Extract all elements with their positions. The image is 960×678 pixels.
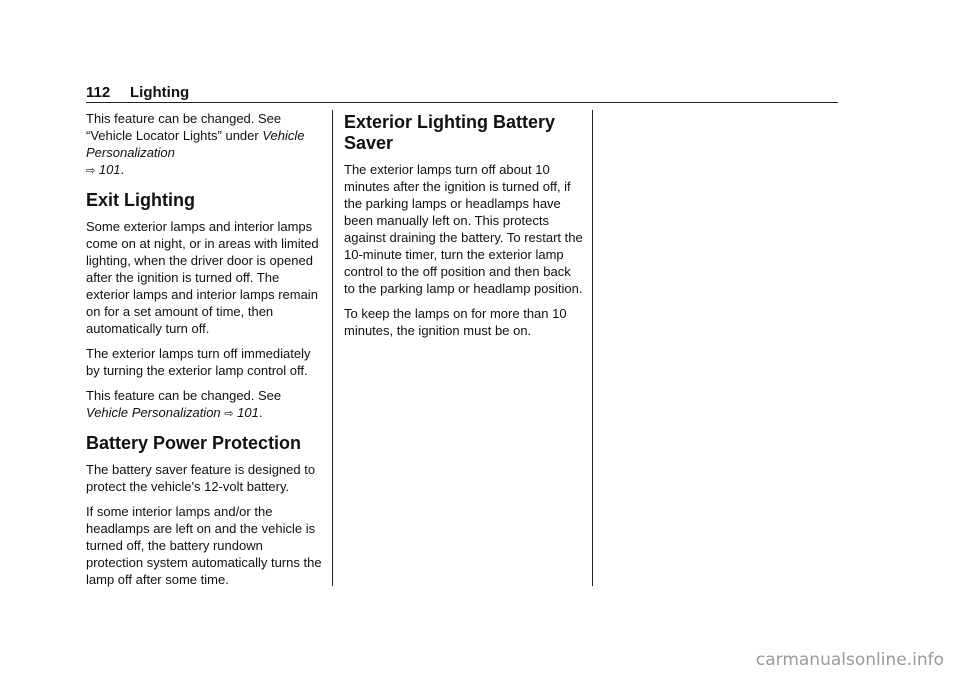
page-ref-arrow-icon: ⇨	[224, 408, 234, 420]
page-number: 112	[86, 84, 111, 101]
battery-saver-paragraph-2: To keep the lamps on for more than 10 minutes, the ignition must be on.	[344, 306, 567, 338]
watermark: carmanualsonline.info	[755, 650, 944, 670]
column-divider-left	[332, 110, 333, 586]
battery-saver-heading: Exterior Lighting Battery Saver	[344, 112, 556, 153]
middle-column	[344, 112, 584, 347]
intro-paragraph: This feature can be changed. See “Vehicle Locator Lights” under Vehicle Personalization ⇨ 101.	[86, 111, 305, 177]
cross-reference-link[interactable]: Vehicle Personalization	[86, 405, 221, 420]
page-ref-arrow-icon: ⇨	[86, 165, 96, 177]
section-title: Lighting	[130, 84, 190, 101]
page-reference[interactable]: 101	[98, 162, 121, 177]
battery-paragraph-1: The battery saver feature is designed to protect the vehicle's 12-volt battery.	[86, 462, 316, 494]
page-reference[interactable]: 101	[237, 405, 259, 420]
battery-power-protection-heading: Battery Power Protection	[86, 433, 302, 453]
battery-saver-paragraph-1: The exterior lamps turn off about 10 minutes after the ignition is turned off, if the parking lamps or headlamps have been manually left on. This protects against draining the battery. To restart the 10-minute timer, turn the exterior lamp control to the off position and then back to the parking lamp or headlamp position.	[344, 162, 583, 296]
page-header	[86, 84, 838, 103]
left-column	[86, 110, 322, 596]
exit-lighting-paragraph-3: This feature can be changed. See Vehicle Personalization ⇨ 101.	[86, 388, 282, 420]
exit-lighting-paragraph-2: The exterior lamps turn off immediately by turning the exterior lamp control off.	[86, 346, 311, 378]
exit-lighting-paragraph-1: Some exterior lamps and interior lamps come on at night, or in areas with limited lighting, when the driver door is opened after the ignition is turned off. The exterior lamps and interior lamps remain on for a set amount of time, then automatically turn off.	[86, 219, 319, 336]
cross-reference-link[interactable]: Vehicle Personalization	[86, 128, 305, 160]
column-divider-right	[592, 110, 593, 586]
battery-paragraph-2: If some interior lamps and/or the headlamps are left on and the vehicle is turned off, the battery rundown protection system automatically turns the lamp off after some time.	[86, 504, 322, 587]
exit-lighting-heading: Exit Lighting	[86, 190, 195, 210]
